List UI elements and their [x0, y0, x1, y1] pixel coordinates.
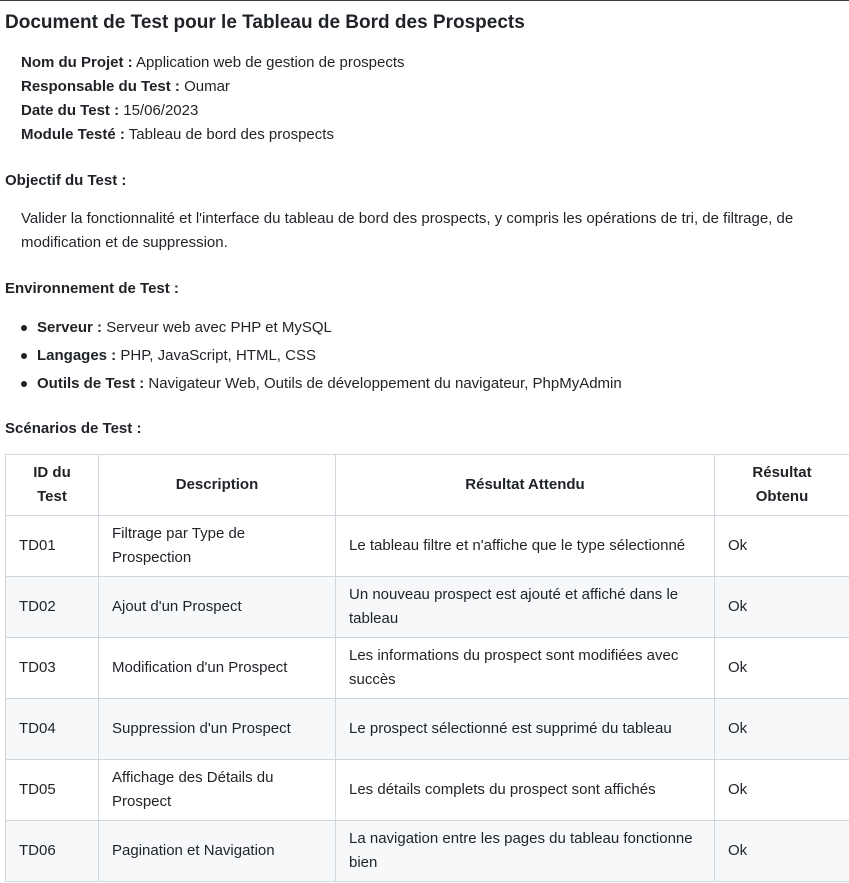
env-value: Serveur web avec PHP et MySQL — [102, 319, 332, 336]
cell-description: Modification d'un Prospect — [99, 638, 336, 699]
meta-label: Responsable du Test : — [21, 78, 180, 95]
environment-item-server — [21, 314, 622, 342]
cell-description: Pagination et Navigation — [99, 821, 336, 882]
meta-value: Oumar — [179, 78, 230, 95]
table-row — [6, 760, 849, 821]
environment-item-tools — [21, 370, 622, 398]
cell-expected: Le tableau filtre et n'affiche que le type sélectionné — [336, 516, 715, 577]
environment-list — [21, 314, 622, 398]
table-row — [6, 516, 849, 577]
env-label: Langages : — [37, 347, 117, 364]
environment-item-languages — [21, 342, 622, 370]
column-header-description: Description — [99, 455, 336, 516]
meta-label: Module Testé : — [21, 126, 125, 143]
cell-expected: Les informations du prospect sont modifiées avec succès — [336, 638, 715, 699]
objective-heading: Objectif du Test : — [5, 172, 127, 189]
table-row — [6, 638, 849, 699]
cell-id: TD05 — [6, 760, 99, 821]
cell-expected: Un nouveau prospect est ajouté et affiché dans le tableau — [336, 577, 715, 638]
cell-description: Ajout d'un Prospect — [99, 577, 336, 638]
meta-value: Application web de gestion de prospects — [132, 54, 405, 71]
env-label: Outils de Test : — [37, 375, 145, 392]
table-header-row — [6, 455, 849, 516]
table-row — [6, 821, 849, 882]
env-value: Navigateur Web, Outils de développement du navigateur, PhpMyAdmin — [144, 375, 622, 392]
meta-test-date — [21, 99, 405, 123]
cell-id: TD04 — [6, 699, 99, 760]
cell-obtained: Ok — [715, 699, 849, 760]
scenarios-heading: Scénarios de Test : — [5, 420, 142, 437]
cell-description: Affichage des Détails du Prospect — [99, 760, 336, 821]
meta-value: 15/06/2023 — [119, 102, 199, 119]
meta-label: Date du Test : — [21, 102, 120, 119]
meta-label: Nom du Projet : — [21, 54, 133, 71]
cell-obtained: Ok — [715, 516, 849, 577]
env-label: Serveur : — [37, 319, 103, 336]
meta-tested-module — [21, 123, 405, 147]
meta-test-owner — [21, 75, 405, 99]
cell-expected: La navigation entre les pages du tableau fonctionne bien — [336, 821, 715, 882]
cell-expected: Le prospect sélectionné est supprimé du tableau — [336, 699, 715, 760]
document-title: Document de Test pour le Tableau de Bord des Prospects — [5, 12, 525, 33]
top-divider — [0, 0, 849, 1]
cell-description: Filtrage par Type de Prospection — [99, 516, 336, 577]
cell-description: Suppression d'un Prospect — [99, 699, 336, 760]
column-header-expected: Résultat Attendu — [336, 455, 715, 516]
cell-obtained: Ok — [715, 577, 849, 638]
meta-value: Tableau de bord des prospects — [124, 126, 334, 143]
table-row — [6, 577, 849, 638]
column-header-id: ID du Test — [6, 455, 99, 516]
test-scenarios-table — [5, 454, 849, 882]
environment-heading: Environnement de Test : — [5, 280, 179, 297]
cell-id: TD06 — [6, 821, 99, 882]
table-row — [6, 699, 849, 760]
meta-project-name — [21, 51, 405, 75]
column-header-obtained: Résultat Obtenu — [715, 455, 849, 516]
objective-text: Valider la fonctionnalité et l'interface du tableau de bord des prospects, y compris les opérations de tri, de filtrage, de modification et de suppression. — [21, 210, 794, 251]
project-info — [21, 51, 405, 147]
cell-id: TD03 — [6, 638, 99, 699]
cell-obtained: Ok — [715, 760, 849, 821]
env-value: PHP, JavaScript, HTML, CSS — [116, 347, 316, 364]
cell-expected: Les détails complets du prospect sont affichés — [336, 760, 715, 821]
cell-id: TD02 — [6, 577, 99, 638]
cell-obtained: Ok — [715, 638, 849, 699]
cell-obtained: Ok — [715, 821, 849, 882]
cell-id: TD01 — [6, 516, 99, 577]
